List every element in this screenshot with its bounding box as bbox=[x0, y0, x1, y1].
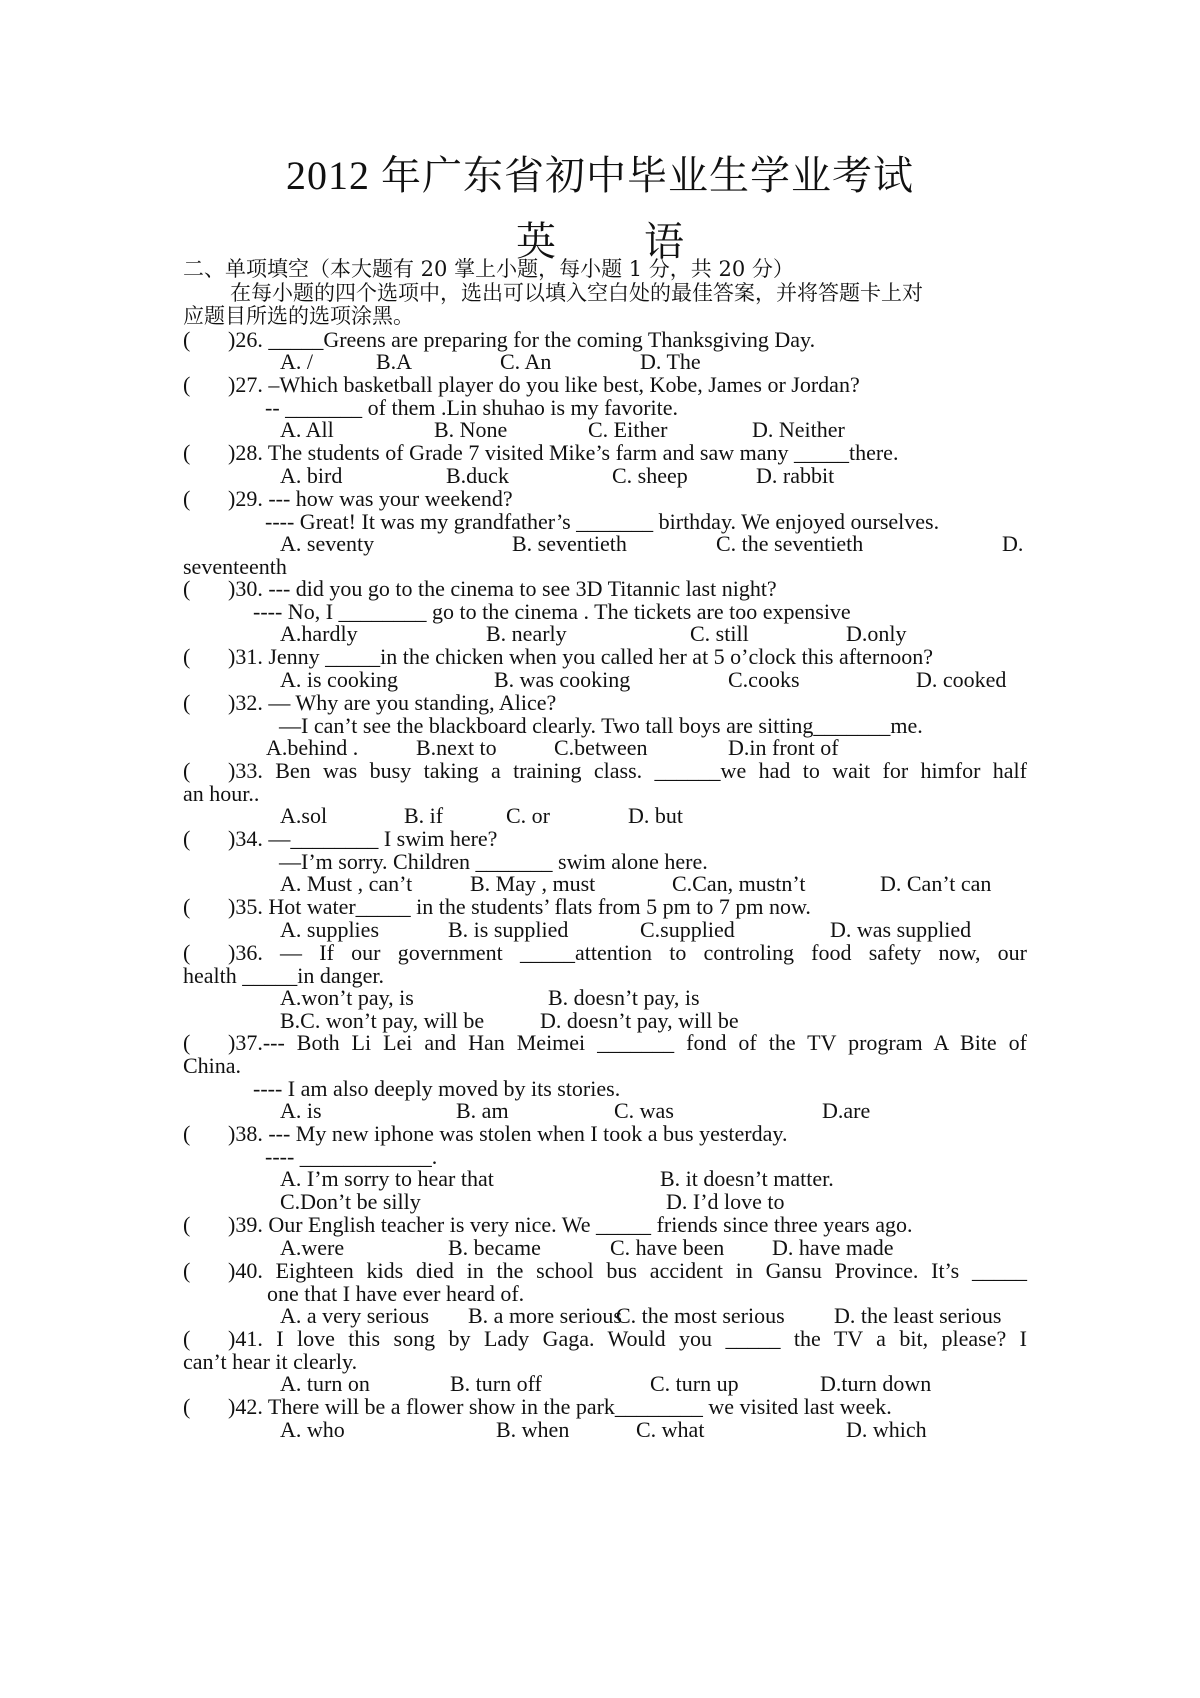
question-32-option-d: D.in front of bbox=[728, 735, 839, 760]
question-42-option-a: A. who bbox=[280, 1417, 345, 1442]
question-41-option-c: C. turn up bbox=[650, 1371, 739, 1396]
answer-bracket-open: ( bbox=[183, 690, 191, 715]
question-32-option-b: B.next to bbox=[416, 735, 497, 760]
question-38-option-b: B. it doesn’t matter. bbox=[660, 1166, 834, 1191]
question-41-line: can’t hear it clearly. bbox=[183, 1349, 358, 1374]
question-26-option-b: B.A bbox=[376, 349, 413, 374]
question-35-option-c: C.supplied bbox=[640, 917, 735, 942]
question-31-stem bbox=[183, 645, 1027, 669]
question-38-option-d: D. I’d love to bbox=[666, 1189, 785, 1214]
question-29-option-a: A. seventy bbox=[280, 531, 375, 556]
subject-char-2: 语 bbox=[644, 219, 684, 264]
question-40-option-c: C. the most serious bbox=[616, 1303, 785, 1328]
question-35-option-d: D. was supplied bbox=[830, 917, 972, 942]
question-41-stem bbox=[183, 1327, 1027, 1351]
question-33-line: an hour.. bbox=[183, 781, 260, 806]
section-heading: 二、单项填空（本大题有 20 掌上小题，每小题 1 分，共 20 分） bbox=[183, 257, 794, 281]
question-39-option-b: B. became bbox=[448, 1235, 541, 1260]
question-40-option-a: A. a very serious bbox=[280, 1303, 430, 1328]
question-29-stem bbox=[183, 487, 1027, 511]
question-text: )42. There will be a flower show in the park________ we visited last week. bbox=[228, 1394, 892, 1419]
question-28-option-b: B.duck bbox=[446, 463, 509, 488]
question-30-line: ---- No, I ________ go to the cinema . The tickets are too expensive bbox=[253, 599, 851, 624]
question-text: )40. Eighteen kids died in the school bus accident in Gansu Province. It’s _____ bbox=[228, 1258, 1027, 1283]
question-37-line: China. bbox=[183, 1053, 242, 1078]
question-29-option-d: D. bbox=[1002, 531, 1024, 556]
question-40-stem bbox=[183, 1259, 1027, 1283]
question-27-option-b: B. None bbox=[434, 417, 508, 442]
answer-bracket-open: ( bbox=[183, 327, 191, 352]
question-34-option-a: A. Must , can’t bbox=[280, 871, 413, 896]
question-29-option-b: B. seventieth bbox=[512, 531, 627, 556]
question-27-line: -- _______ of them .Lin shuhao is my favorite. bbox=[265, 395, 679, 420]
answer-bracket-open: ( bbox=[183, 826, 191, 851]
question-36-option-d: D. doesn’t pay, will be bbox=[540, 1008, 739, 1033]
question-36-option-b: B. doesn’t pay, is bbox=[548, 985, 700, 1010]
question-text: )30. --- did you go to the cinema to see 3D Titannic last night? bbox=[228, 576, 777, 601]
answer-bracket-open: ( bbox=[183, 372, 191, 397]
answer-bracket-open: ( bbox=[183, 1326, 191, 1351]
question-40-option-d: D. the least serious bbox=[834, 1303, 1002, 1328]
exam-title: 2012 年广东省初中毕业生学业考试 bbox=[286, 153, 914, 198]
question-38-option-a: A. I’m sorry to hear that bbox=[280, 1166, 494, 1191]
question-30-option-b: B. nearly bbox=[486, 621, 567, 646]
question-27-stem bbox=[183, 373, 1027, 397]
answer-bracket-open: ( bbox=[183, 758, 191, 783]
question-27-option-c: C. Either bbox=[588, 417, 668, 442]
answer-bracket-open: ( bbox=[183, 1394, 191, 1419]
question-28-option-d: D. rabbit bbox=[756, 463, 835, 488]
question-text: )38. --- My new iphone was stolen when I took a bus yesterday. bbox=[228, 1121, 788, 1146]
question-33-option-d: D. but bbox=[628, 803, 683, 828]
question-32-line: —I can’t see the blackboard clearly. Two tall boys are sitting_______me. bbox=[279, 713, 923, 738]
question-text: )32. — Why are you standing, Alice? bbox=[228, 690, 557, 715]
question-37-option-d: D.are bbox=[822, 1098, 871, 1123]
instruction-line-1: 在每小题的四个选项中，选出可以填入空白处的最佳答案，并将答题卡上对 bbox=[230, 281, 923, 305]
question-37-stem bbox=[183, 1031, 1027, 1055]
question-32-option-a: A.behind . bbox=[266, 735, 359, 760]
subject-char-1: 英 bbox=[516, 219, 556, 264]
question-30-stem bbox=[183, 577, 1027, 601]
question-text: )27. –Which basketball player do you like best, Kobe, James or Jordan? bbox=[228, 372, 860, 397]
question-text: )39. Our English teacher is very nice. We _____ friends since three years ago. bbox=[228, 1212, 913, 1237]
question-41-option-d: D.turn down bbox=[820, 1371, 932, 1396]
question-27-option-d: D. Neither bbox=[752, 417, 845, 442]
question-text: )26. _____Greens are preparing for the coming Thanksgiving Day. bbox=[228, 327, 816, 352]
question-39-option-a: A.were bbox=[280, 1235, 345, 1260]
question-27-option-a: A. All bbox=[280, 417, 334, 442]
question-31-option-c: C.cooks bbox=[728, 667, 800, 692]
question-31-option-d: D. cooked bbox=[916, 667, 1007, 692]
question-text: )35. Hot water_____ in the students’ flats from 5 pm to 7 pm now. bbox=[228, 894, 811, 919]
question-39-stem bbox=[183, 1213, 1027, 1237]
question-26-option-c: C. An bbox=[500, 349, 552, 374]
question-30-option-a: A.hardly bbox=[280, 621, 358, 646]
question-32-option-c: C.between bbox=[554, 735, 648, 760]
answer-bracket-open: ( bbox=[183, 1258, 191, 1283]
question-33-option-a: A.sol bbox=[280, 803, 328, 828]
question-26-option-d: D. The bbox=[640, 349, 701, 374]
question-42-option-b: B. when bbox=[496, 1417, 570, 1442]
answer-bracket-open: ( bbox=[183, 894, 191, 919]
question-34-option-b: B. May , must bbox=[470, 871, 596, 896]
question-29-option-continuation: seventeenth bbox=[183, 554, 287, 579]
question-text: )41. I love this song by Lady Gaga. Would you _____ the TV a bit, please? I bbox=[228, 1326, 1027, 1351]
question-31-option-a: A. is cooking bbox=[280, 667, 398, 692]
question-30-option-c: C. still bbox=[690, 621, 749, 646]
question-28-option-a: A. bird bbox=[280, 463, 343, 488]
question-36-option-c: B.C. won’t pay, will be bbox=[280, 1008, 485, 1033]
question-text: )37.--- Both Li Lei and Han Meimei _______ fond of the TV program A Bite of bbox=[228, 1030, 1027, 1055]
question-35-option-a: A. supplies bbox=[280, 917, 379, 942]
question-26-option-a: A. / bbox=[280, 349, 313, 374]
question-42-option-c: C. what bbox=[636, 1417, 705, 1442]
answer-bracket-open: ( bbox=[183, 440, 191, 465]
question-28-option-c: C. sheep bbox=[612, 463, 688, 488]
question-39-option-c: C. have been bbox=[610, 1235, 725, 1260]
answer-bracket-open: ( bbox=[183, 1121, 191, 1146]
question-34-option-d: D. Can’t can bbox=[880, 871, 992, 896]
question-42-stem bbox=[183, 1395, 1027, 1419]
question-33-option-c: C. or bbox=[506, 803, 550, 828]
question-28-stem bbox=[183, 441, 1027, 465]
question-37-option-b: B. am bbox=[456, 1098, 509, 1123]
question-29-option-c: C. the seventieth bbox=[716, 531, 864, 556]
answer-bracket-open: ( bbox=[183, 644, 191, 669]
question-29-line: ---- Great! It was my grandfather’s _______ birthday. We enjoyed ourselves. bbox=[265, 509, 940, 534]
question-text: )28. The students of Grade 7 visited Mike’s farm and saw many _____there. bbox=[228, 440, 899, 465]
answer-bracket-open: ( bbox=[183, 1030, 191, 1055]
question-33-option-b: B. if bbox=[404, 803, 444, 828]
question-33-stem bbox=[183, 759, 1027, 783]
question-34-option-c: C.Can, mustn’t bbox=[672, 871, 806, 896]
question-41-option-b: B. turn off bbox=[450, 1371, 542, 1396]
question-36-stem bbox=[183, 941, 1027, 965]
question-31-option-b: B. was cooking bbox=[494, 667, 631, 692]
question-text: )31. Jenny _____in the chicken when you called her at 5 o’clock this afternoon? bbox=[228, 644, 933, 669]
question-37-option-a: A. is bbox=[280, 1098, 322, 1123]
question-text: )33. Ben was busy taking a training class. ______we had to wait for himfor half bbox=[228, 758, 1027, 783]
answer-bracket-open: ( bbox=[183, 486, 191, 511]
answer-bracket-open: ( bbox=[183, 940, 191, 965]
question-text: )34. —________ I swim here? bbox=[228, 826, 498, 851]
question-34-line: —I’m sorry. Children _______ swim alone here. bbox=[279, 849, 708, 874]
instruction-line-2: 应题目所选的选项涂黑。 bbox=[183, 304, 414, 328]
question-38-line: ---- ____________. bbox=[265, 1144, 438, 1169]
question-40-line: one that I have ever heard of. bbox=[267, 1281, 525, 1306]
question-32-stem bbox=[183, 691, 1027, 715]
question-30-option-d: D.only bbox=[846, 621, 907, 646]
question-35-stem bbox=[183, 895, 1027, 919]
question-40-option-b: B. a more serious bbox=[468, 1303, 622, 1328]
question-text: )36. — If our government _____attention to controling food safety now, our bbox=[228, 940, 1027, 965]
question-36-line: health _____in danger. bbox=[183, 963, 385, 988]
question-38-option-c: C.Don’t be silly bbox=[280, 1189, 421, 1214]
question-35-option-b: B. is supplied bbox=[448, 917, 569, 942]
question-42-option-d: D. which bbox=[846, 1417, 927, 1442]
question-36-option-a: A.won’t pay, is bbox=[280, 985, 414, 1010]
answer-bracket-open: ( bbox=[183, 576, 191, 601]
question-37-line: ---- I am also deeply moved by its stories. bbox=[253, 1076, 621, 1101]
question-41-option-a: A. turn on bbox=[280, 1371, 370, 1396]
question-38-stem bbox=[183, 1122, 1027, 1146]
question-39-option-d: D. have made bbox=[772, 1235, 894, 1260]
question-34-stem bbox=[183, 827, 1027, 851]
question-37-option-c: C. was bbox=[614, 1098, 674, 1123]
question-text: )29. --- how was your weekend? bbox=[228, 486, 513, 511]
answer-bracket-open: ( bbox=[183, 1212, 191, 1237]
